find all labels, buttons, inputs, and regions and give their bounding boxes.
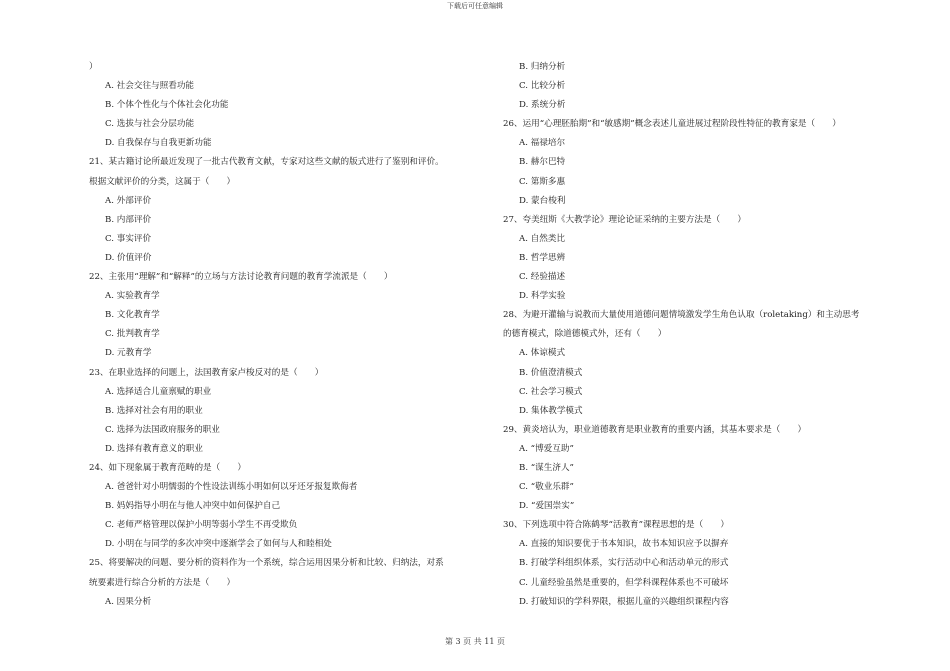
question-text: ）	[89, 62, 98, 72]
answer-option: D. 系统分析	[519, 100, 566, 111]
answer-option: C. 选拔与社会分层功能	[105, 119, 195, 130]
answer-option: B. 文化教育学	[105, 310, 160, 321]
answer-option: A. 选择适合儿童禀赋的职业	[105, 386, 212, 397]
answer-option: D. 科学实验	[519, 291, 566, 302]
question-text: 23、在职业选择的问题上，法国教育家卢梭反对的是（ ）	[89, 367, 324, 378]
answer-option: D. 选择有教育意义的职业	[105, 443, 203, 454]
question-text: 统要素进行综合分析的方法是（ ）	[89, 577, 236, 588]
answer-option: C. 老师严格管理以保护小明等弱小学生不再受欺负	[105, 520, 298, 531]
left-column	[89, 58, 489, 612]
right-column	[503, 58, 903, 612]
answer-option: A. 自然类比	[519, 233, 566, 244]
answer-option: C. 第斯多惠	[519, 176, 566, 187]
answer-option: A. 实验教育学	[105, 291, 160, 302]
page-footer: 第 3 页 共 11 页	[445, 637, 505, 646]
question-text: 29、黄炎培认为，职业道德教育是职业教育的重要内涵，其基本要求是（ ）	[503, 424, 807, 435]
question-text: 28、为避开灌输与说教而大量使用道德问题情境激发学生角色认取（roletaking）和主动思考	[503, 310, 860, 321]
answer-option: D. 蒙台梭利	[519, 195, 566, 206]
answer-option: A. 直接的知识要优于书本知识，故书本知识应予以摒弃	[519, 539, 729, 550]
answer-option: C. 社会学习模式	[519, 386, 583, 397]
question-text: 22、主张用“理解”和“解释”的立场与方法讨论教育问题的教育学流派是（ ）	[89, 272, 393, 283]
answer-option: D. 小明在与同学的多次冲突中逐渐学会了如何与人和睦相处	[105, 539, 332, 550]
answer-option: B. 归纳分析	[519, 62, 566, 72]
question-text: 27、夸美纽斯《大教学论》理论论证采纳的主要方法是（ ）	[503, 214, 746, 225]
question-text: 根据文献评价的分类，这属于（ ）	[89, 176, 236, 187]
answer-option: D. 价值评价	[105, 252, 152, 263]
answer-option: C. 经验描述	[519, 272, 566, 283]
answer-option: A. “博爱互助”	[519, 443, 574, 454]
answer-option: B. 内部评价	[105, 214, 152, 225]
answer-option: B. 赫尔巴特	[519, 157, 566, 168]
answer-option: C. 选择为法国政府服务的职业	[105, 424, 220, 435]
answer-option: D. 集体教学模式	[519, 405, 583, 416]
answer-option: C. 比较分析	[519, 81, 566, 92]
question-text: 26、运用“心理胚胎期”和“敏感期”概念表述儿童进展过程阶段性特征的教育家是（ ）	[503, 119, 841, 130]
answer-option: C. “敬业乐群”	[519, 482, 574, 493]
answer-option: B. 妈妈指导小明在与他人冲突中如何保护自己	[105, 501, 281, 512]
question-text: 21、某古籍讨论所最近发现了一批古代教育文献，专家对这些文献的版式进行了鉴别和评价。	[89, 157, 444, 168]
answer-option: B. 价值澄清模式	[519, 367, 583, 378]
answer-option: A. 外部评价	[105, 195, 152, 206]
answer-option: A. 体谅模式	[519, 348, 566, 359]
answer-option: D. 元教育学	[105, 348, 152, 359]
question-text: 的德育模式，除道德模式外，还有（ ）	[503, 329, 667, 340]
answer-option: C. 事实评价	[105, 233, 152, 244]
question-text: 24、如下现象属于教育范畴的是（ ）	[89, 462, 247, 473]
answer-option: A. 因果分析	[105, 596, 152, 607]
answer-option: A. 社会交往与照看功能	[105, 81, 195, 92]
answer-option: C. 批判教育学	[105, 329, 160, 340]
answer-option: D. 自我保存与自我更新功能	[105, 138, 212, 149]
page-header: 下载后可任意编辑	[447, 2, 503, 10]
answer-option: A. 福禄培尔	[519, 138, 566, 149]
answer-option: A. 爸爸针对小明懦弱的个性设法训练小明如何以牙还牙报复欺侮者	[105, 482, 358, 493]
answer-option: B. 个体个性化与个体社会化功能	[105, 100, 229, 111]
answer-option: D. “爱国崇实”	[519, 501, 575, 512]
answer-option: B. 哲学思辨	[519, 252, 566, 263]
answer-option: B. 选择对社会有用的职业	[105, 405, 203, 416]
question-text: 30、下列选项中符合陈鹤琴“活教育”课程思想的是（ ）	[503, 520, 729, 531]
answer-option: B. “谋生济人”	[519, 462, 574, 473]
answer-option: D. 打破知识的学科界限，根据儿童的兴趣组织课程内容	[519, 596, 729, 607]
answer-option: B. 打破学科组织体系，实行活动中心和活动单元的形式	[519, 558, 729, 569]
question-text: 25、将要解决的问题、要分析的资料作为一个系统，综合运用因果分析和比较、归纳法，对系	[89, 558, 444, 569]
answer-option: C. 儿童经验虽然是重要的，但学科课程体系也不可破坏	[519, 577, 729, 588]
